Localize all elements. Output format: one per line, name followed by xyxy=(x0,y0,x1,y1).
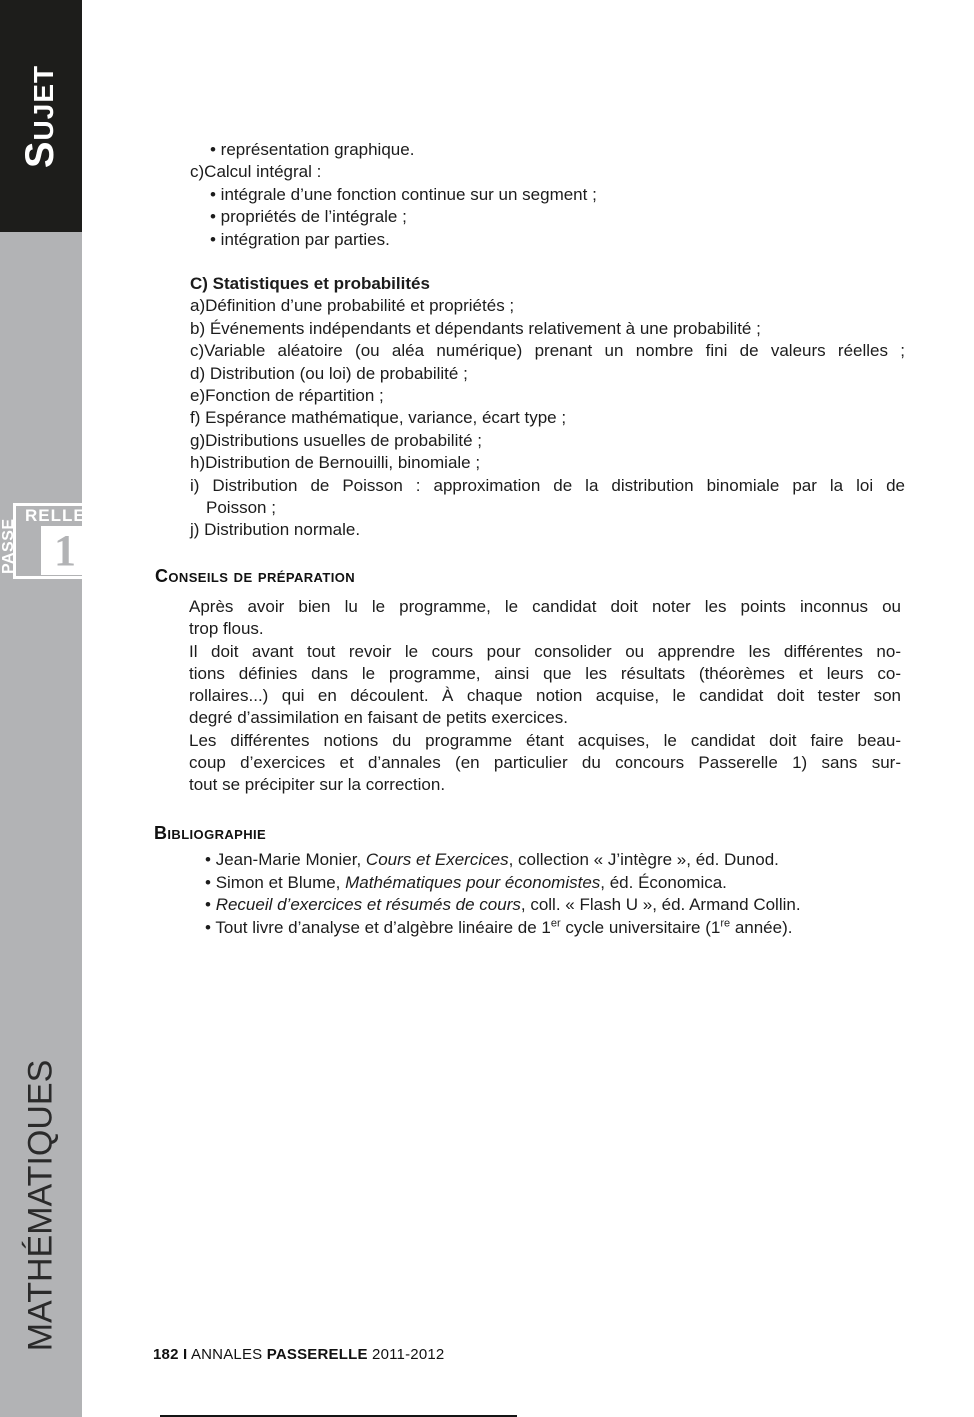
sidebar xyxy=(0,0,86,1417)
page-number: 182 xyxy=(153,1346,179,1363)
bibliography-item xyxy=(205,872,910,895)
bullet-icon: • xyxy=(205,917,211,937)
paragraph-line: tions définies dans le programme, ainsi que les résultats (théorèmes et leurs co- xyxy=(189,663,901,683)
paragraph-line: degré d’assimilation en faisant de petits exercices. xyxy=(189,708,568,728)
book-title: Recueil d’exercices et résumés de cours xyxy=(215,895,521,915)
list-item: c)Calcul intégral : xyxy=(190,162,322,182)
list-item: d) Distribution (ou loi) de probabilité ; xyxy=(190,363,468,383)
list-item: c)Variable aléatoire (ou aléa numérique) prenant un nombre fini de valeurs réelles ; xyxy=(190,341,905,361)
sujet-label: Sujet xyxy=(18,64,63,168)
ordinal-suffix: re xyxy=(720,917,731,930)
bibliographie-heading: Bibliographie xyxy=(154,823,267,843)
bibliography-list xyxy=(190,849,910,939)
subject-vertical-label: MATHÉMATIQUES xyxy=(21,1059,60,1351)
bib-text: , collection « J’intègre », éd. Dunod. xyxy=(508,850,779,869)
bibliography-item xyxy=(205,917,910,940)
paragraph-line: Les différentes notions du programme étant acquises, le candidat doit faire beau- xyxy=(189,730,901,750)
paragraph-line: coup d’exercices et d’annales (en particulier du concours Passerelle 1) sans sur- xyxy=(189,753,901,773)
sujet-band xyxy=(0,0,82,232)
bib-text: , coll. « Flash U », éd. Armand Collin. xyxy=(520,895,801,915)
conseils-paragraphs xyxy=(189,596,901,797)
list-item: e)Fonction de répartition ; xyxy=(190,386,384,406)
logo-side-text: PASSE xyxy=(0,518,17,574)
bib-text: Simon et Blume, xyxy=(215,872,346,892)
subject-vertical-band xyxy=(0,1035,82,1375)
passerelle-logo xyxy=(0,503,93,579)
bibliography-item xyxy=(205,849,910,872)
bibliography-item xyxy=(205,894,910,917)
page-footer xyxy=(153,1346,444,1363)
logo-number-box xyxy=(41,526,89,575)
paragraph-line: Il doit avant tout revoir le cours pour consolider ou apprendre les différentes no- xyxy=(189,641,901,661)
list-item: g)Distributions usuelles de probabilité ; xyxy=(190,430,482,450)
list-item: b) Événements indépendants et dépendants relativement à une probabilité ; xyxy=(190,318,761,338)
book-title: Cours et Exercices xyxy=(365,850,509,869)
list-item: • intégration par parties. xyxy=(210,229,390,249)
logo-top-text: RELLE xyxy=(25,506,86,525)
paragraph-line: tout se précipiter sur la correction. xyxy=(189,775,446,795)
footer-edition: 2011-2012 xyxy=(372,1346,445,1363)
footer-separator: I xyxy=(183,1346,188,1363)
bib-text: cycle universitaire (1 xyxy=(560,917,721,937)
bib-text: année). xyxy=(730,917,793,937)
list-item: • intégrale d’une fonction continue sur un segment ; xyxy=(210,184,597,204)
paragraph-line: trop flous. xyxy=(189,619,264,639)
list-item: j) Distribution normale. xyxy=(190,520,361,540)
list-item-wrapped xyxy=(190,475,905,520)
paragraph xyxy=(189,596,901,641)
list-item-line: Poisson ; xyxy=(206,498,276,518)
bullet-icon: • xyxy=(205,850,211,869)
list-item: • représentation graphique. xyxy=(210,140,415,159)
list-item: • propriétés de l’intégrale ; xyxy=(210,207,407,227)
paragraph xyxy=(189,730,901,797)
section-title: C) Statistiques et probabilités xyxy=(190,274,430,293)
bullet-icon: • xyxy=(205,872,211,892)
list-item-line: i) Distribution de Poisson : approximation de la distribution binomiale par la loi de xyxy=(190,475,905,495)
paragraph xyxy=(189,641,901,730)
bib-text: Tout livre d’analyse et d’algèbre linéaire de 1 xyxy=(215,917,551,937)
list-item: a)Définition d’une probabilité et propriétés ; xyxy=(190,296,515,316)
footer-brand: PASSERELLE xyxy=(266,1346,368,1363)
bib-text: , éd. Économica. xyxy=(600,872,727,892)
bullet-icon: • xyxy=(205,895,211,915)
footer-series: ANNALES xyxy=(190,1346,263,1363)
conseils-heading: Conseils de préparation xyxy=(155,566,356,586)
list-item: h)Distribution de Bernouilli, binomiale ; xyxy=(190,453,481,473)
bib-text: Jean-Marie Monier, xyxy=(215,850,366,869)
section-statistiques xyxy=(190,273,905,542)
program-list xyxy=(190,139,905,251)
ordinal-suffix: er xyxy=(550,917,561,930)
book-title: Mathématiques pour économistes xyxy=(345,872,601,892)
paragraph-line: Après avoir bien lu le programme, le candidat doit noter les points inconnus ou xyxy=(189,597,901,616)
paragraph-line: rollaires...) qui en découlent. À chaque notion acquise, le candidat doit tester son xyxy=(189,686,901,706)
logo-number: 1 xyxy=(54,525,76,575)
list-item: f) Espérance mathématique, variance, écart type ; xyxy=(190,408,567,428)
